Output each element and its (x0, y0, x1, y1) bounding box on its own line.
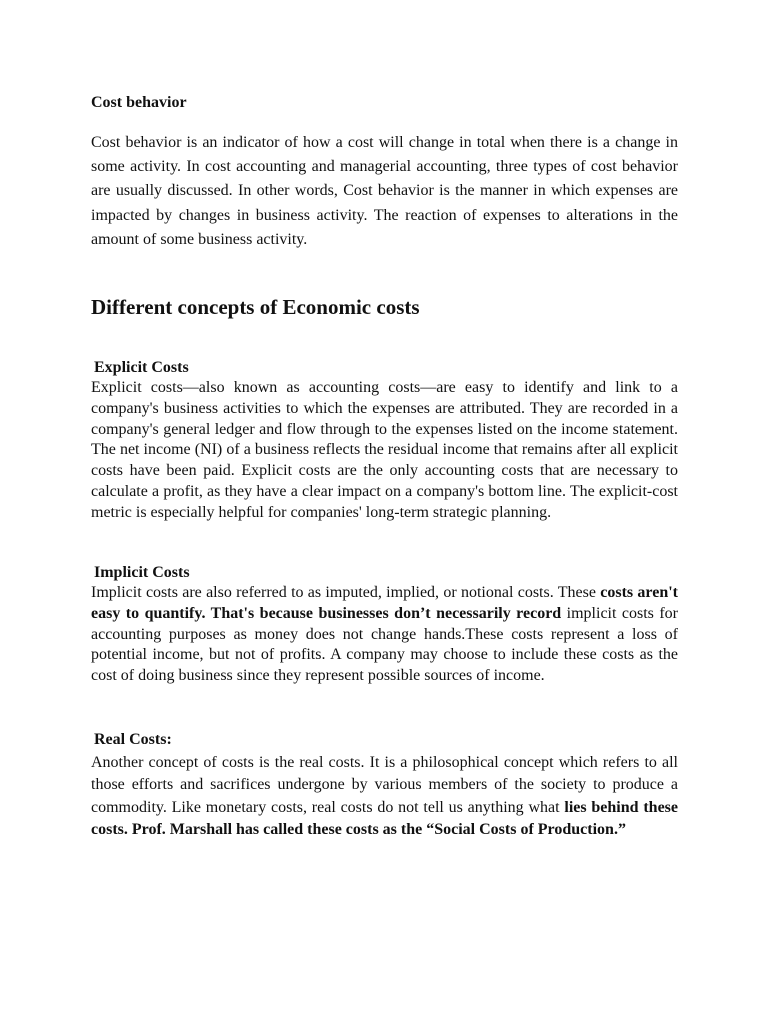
explicit-costs-paragraph: Explicit costs—also known as accounting costs—are easy to identify and link to a company's business activities to which the expenses are attributed. They are recorded in a company's general ledger and flow through to the expenses listed on the income statement. The net income (NI) of a business reflects the residual income that remains after all explicit costs have been paid. Explicit costs are the only accounting costs that are necessary to calculate a profit, as they have a clear impact on a company's bottom line. The explicit-cost metric is especially helpful for companies' long-term strategic planning. (91, 379, 678, 521)
implicit-text-2: implicit costs for accounting purposes as money does not change hands.These costs represent a loss of potential income, but not of profits. A company may choose to include these costs as the cost of doing business since they represent possible sources of income. (91, 604, 679, 685)
implicit-emphasis: costs aren't easy to quantify. That's because businesses don’t necessarily record (91, 584, 679, 622)
economic-costs-section (91, 294, 678, 320)
real-emphasis: lies behind these costs. Prof. Marshall has called these costs as the “Social Costs of Production.” (91, 798, 679, 839)
real-costs-heading: Real Costs: (94, 731, 172, 748)
cost-behavior-heading: Cost behavior (91, 94, 187, 111)
explicit-costs-heading: Explicit Costs (94, 359, 189, 376)
explicit-costs-section (91, 358, 678, 524)
implicit-costs-paragraph (91, 583, 678, 687)
economic-costs-heading: Different concepts of Economic costs (91, 295, 420, 319)
cost-behavior-paragraph: Cost behavior is an indicator of how a cost will change in total when there is a change in some activity. In cost accounting and managerial accounting, three types of cost behavior are usually discussed. In other words, Cost behavior is the manner in which expenses are impacted by changes in business activity. The reaction of expenses to alterations in the amount of some business activity. (91, 134, 678, 248)
real-costs-section (91, 730, 678, 842)
cost-behavior-section (91, 93, 678, 252)
real-text-1: Another concept of costs is the real costs. It is a philosophical concept which refers to all those efforts and sacrifices undergone by various members of the society to produce a commodity. Like monetary costs, real costs do not tell us anything what (91, 754, 678, 816)
implicit-costs-heading: Implicit Costs (94, 564, 190, 581)
real-costs-paragraph (91, 752, 678, 842)
implicit-text-1: Implicit costs are also referred to as imputed, implied, or notional costs. These (91, 584, 601, 601)
implicit-costs-section (91, 563, 678, 687)
